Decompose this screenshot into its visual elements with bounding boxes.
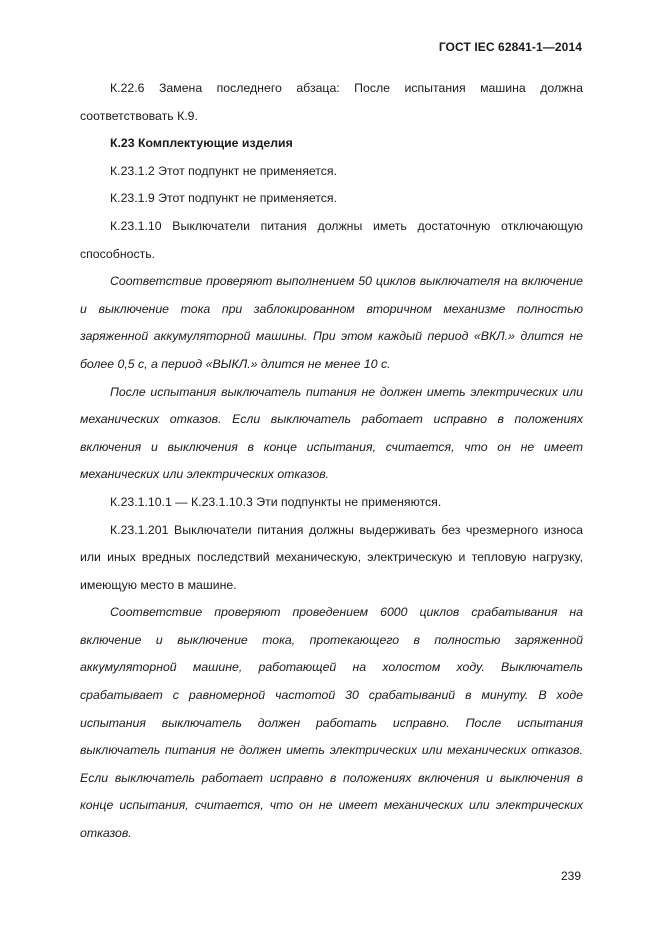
paragraph-k23-1-10-1-3: К.23.1.10.1 — К.23.1.10.3 Эти подпункты не применяются. bbox=[110, 494, 442, 509]
page-number: 239 bbox=[560, 869, 581, 883]
paragraph-k22-6: К.22.6 Замена последнего абзаца: После испытания машина должна соответствовать К.9. bbox=[80, 81, 583, 123]
section-heading-k23: К.23 Комплектующие изделия bbox=[110, 136, 293, 151]
paragraph-k23-1-10: К.23.1.10 Выключатели питания должны иметь достаточную отключающую способность. bbox=[80, 218, 583, 261]
paragraph-after-test-no-failures: После испытания выключатель питания не должен иметь электрических или механических отказов. Если выключатель работает исправно в положениях включения и выключения в конце испытания, считается, что он не имеет механических или электрических отказов. bbox=[80, 384, 583, 482]
paragraph-k23-1-201: К.23.1.201 Выключатели питания должны выдерживать без чрезмерного износа или иных вредных последствий механическую, электрическую и тепловую нагрузку, имеющую место в машине. bbox=[80, 522, 583, 592]
document-header: ГОСТ IEC 62841-1—2014 bbox=[438, 40, 582, 54]
paragraph-k23-1-9: К.23.1.9 Этот подпункт не применяется. bbox=[110, 191, 338, 206]
paragraph-compliance-6000-cycles: Соответствие проверяют проведением 6000 циклов срабатывания на включение и выключение тока, протекающего в полностью заряженной аккумуляторной машине, работающей на холостом ходу. Выключатель срабатывает с равномерной частотой 30 срабатываний в минуту. В ходе испытания выключатель должен работать исправно. После испытания выключатель питания не должен иметь электрических или механических отказов. Если выключатель работает исправно в положениях включения и выключения в конце испытания, считается, что он не имеет механических или электрических отказов. bbox=[80, 605, 583, 841]
document-body bbox=[80, 75, 583, 848]
paragraph-k23-1-2: К.23.1.2 Этот подпункт не применяется. bbox=[110, 163, 338, 178]
paragraph-compliance-50-cycles: Соответствие проверяют выполнением 50 циклов выключателя на включение и выключение тока при заблокированном вторичном механизме полностью заряженной аккумуляторной машины. При этом каждый период «ВКЛ.» длится не более 0,5 с, а период «ВЫКЛ.» длится не менее 10 с. bbox=[80, 274, 583, 371]
